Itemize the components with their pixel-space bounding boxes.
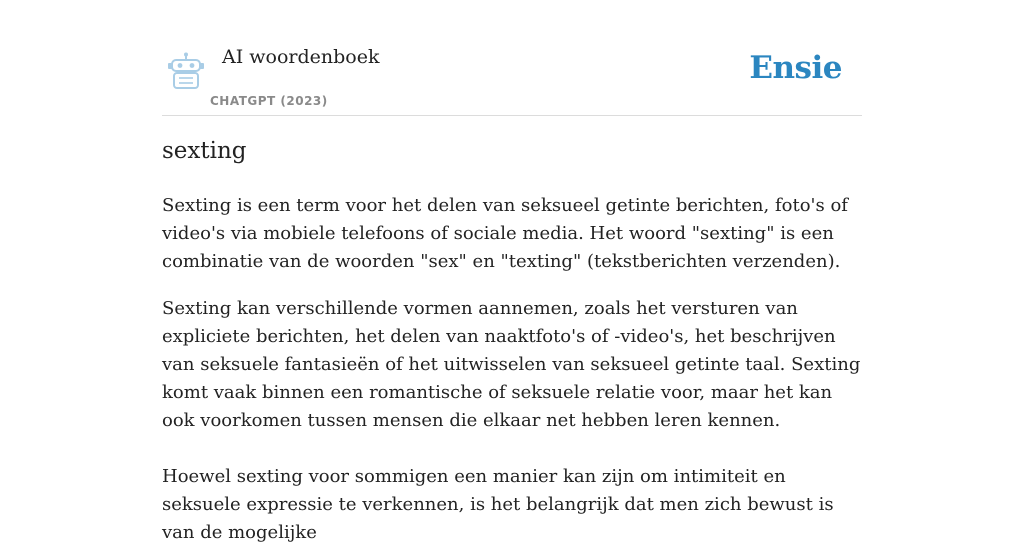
definition-paragraph: Sexting kan verschillende vormen aannemen, zoals het versturen van expliciete berichten, het delen van naaktfoto's of -video's, het beschrijven van seksuele fantasieën of het uitwisselen van seksueel getinte taal. Sexting komt vaak binnen een romantische of seksuele relatie voor, maar het kan ook voorkomen tussen mensen die elkaar net hebben leren kennen. <box>162 298 861 431</box>
definition-paragraph: Sexting is een term voor het delen van seksueel getinte berichten, foto's of video's via mobiele telefoons of sociale media. Het woord "sexting" is een combinatie van de woorden "sex" en "texting" (tekstberichten verzenden). <box>162 195 848 272</box>
definition-body <box>162 192 862 547</box>
definition-paragraph: Hoewel sexting voor sommigen een manier kan zijn om intimiteit en seksuele expressie te verkennen, is het belangrijk dat men zich bewust is van de mogelijke <box>162 466 834 543</box>
source-title[interactable]: AI woordenboek <box>222 46 380 68</box>
source-subtitle: CHATGPT (2023) <box>210 94 328 108</box>
ensie-logo[interactable]: Ensie <box>749 50 842 86</box>
headword: sexting <box>162 138 247 164</box>
source-header <box>162 40 862 116</box>
robot-icon <box>166 52 206 90</box>
